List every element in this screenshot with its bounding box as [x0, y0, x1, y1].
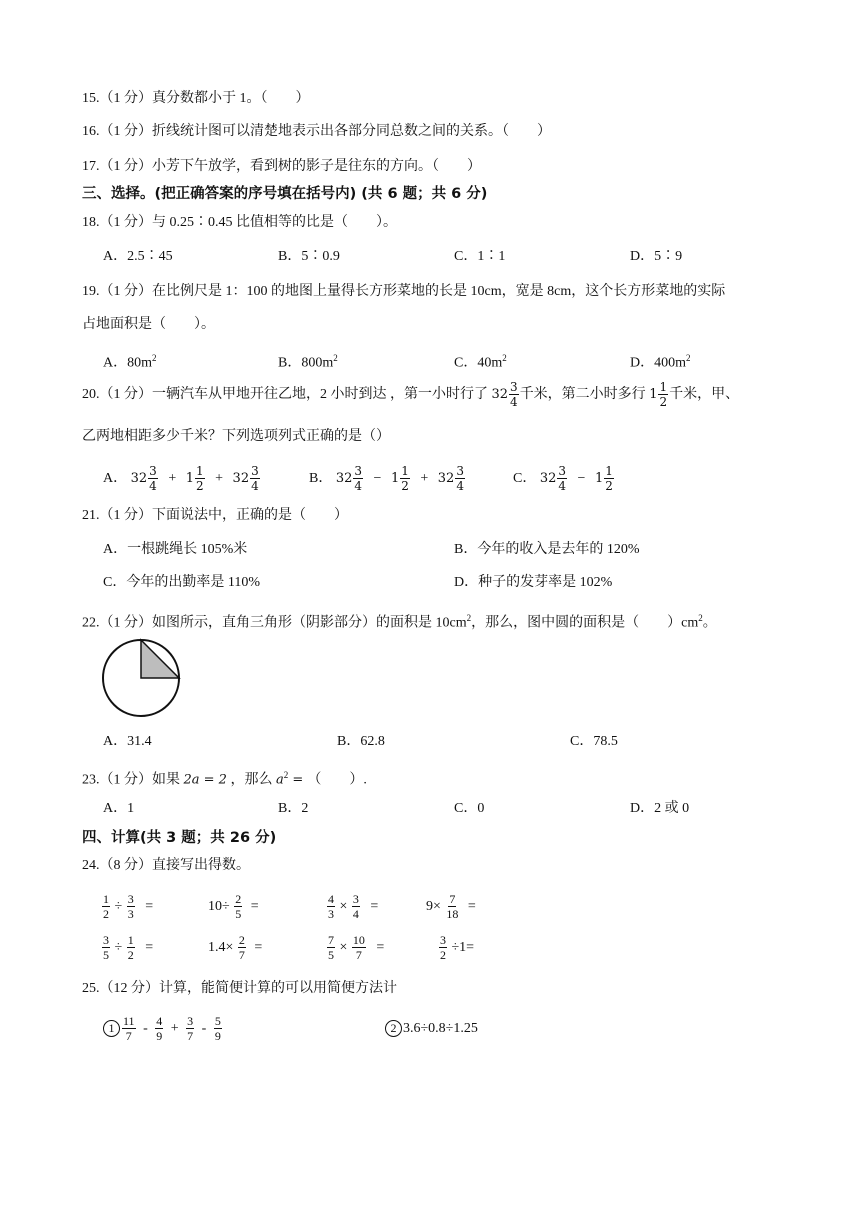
question-19: 19.（1 分）在比例尺是 1：100 的地图上量得长方形菜地的长是 10cm，宽是 8cm，这个长方形菜地的实际 [82, 284, 726, 299]
option-a[interactable]: A．一根跳绳长 105%米 [103, 542, 248, 557]
option-c[interactable]: C．0 [454, 801, 485, 816]
option-d[interactable]: D．2 或 0 [630, 801, 690, 816]
question-20-cont: 乙两地相距多少千米？下列选项列式正确的是（） [82, 429, 390, 444]
option-a[interactable]: A．1 [103, 801, 135, 816]
calc-item: $\frac{4}{3}$ × $\frac{3}{4}$ = [328, 892, 379, 922]
calc-item: 1.4× $\frac{2}{7}$ = [208, 933, 263, 963]
option-d[interactable]: D．5∶9 [630, 249, 683, 264]
option-c[interactable]: C．78.5 [570, 734, 618, 749]
option-d[interactable]: D．$400m^2$ [630, 353, 691, 371]
calc-item: $\frac{1}{2}$ ÷ $\frac{3}{3}$ = [103, 892, 154, 922]
section-3-heading: 三、选择。(把正确答案的序号填在括号内) (共 6 题；共 6 分) [82, 186, 488, 202]
circled-number-1: 1 [103, 1020, 120, 1037]
mixed-number: 32 $\frac{3}{4}$ [491, 380, 518, 409]
option-b[interactable]: B．62.8 [337, 734, 385, 749]
calc-item: 9× $\frac{7}{18}$ = [426, 892, 476, 922]
circle-triangle-figure [100, 637, 184, 721]
option-a[interactable]: A．$80m^2$ [103, 353, 157, 371]
option-a[interactable]: A． 32 $\frac{3}{4}$ + 1 $\frac{1}{2}$ + 32 $\frac{3}{4}$ [103, 464, 259, 493]
option-c[interactable]: C．1∶1 [454, 249, 506, 264]
option-b[interactable]: B． 32 $\frac{3}{4}$ − 1 $\frac{1}{2}$ + 32 $\frac{3}{4}$ [309, 464, 464, 493]
option-b[interactable]: B．$800m^2$ [278, 353, 338, 371]
calc-item: 10÷ $\frac{2}{5}$ = [208, 892, 259, 922]
question-18: 18.（1 分）与 0.25∶0.45 比值相等的比是（ ）。 [82, 215, 397, 230]
calc-item: $\frac{3}{5}$ ÷ $\frac{1}{2}$ = [103, 933, 154, 963]
question-21: 21.（1 分）下面说法中，正确的是（ ） [82, 508, 348, 523]
section-4-heading: 四、计算(共 3 题；共 26 分) [82, 830, 277, 846]
option-c[interactable]: C．$40m^2$ [454, 353, 507, 371]
question-15: 15.（1 分）真分数都小于 1。（ ） [82, 91, 310, 106]
mixed-number: 1 $\frac{1}{2}$ [649, 380, 668, 409]
question-24: 24.（8 分）直接写出得数。 [82, 858, 250, 873]
question-19-cont: 占地面积是（ ）。 [82, 317, 215, 332]
option-c[interactable]: C． 32 $\frac{3}{4}$ − 1 $\frac{1}{2}$ [513, 464, 613, 493]
question-23: 23.（1 分）如果 2a = 2 ，那么 $a^2$ = （ ）. [82, 770, 367, 788]
calc-problem-1: 1 $\frac{11}{7}$ - $\frac{4}{9}$ + $\frac{3}{7}$ - $\frac{5}{9}$ [103, 1012, 223, 1046]
question-25: 25.（12 分）计算，能简便计算的可以用简便方法计 [82, 981, 397, 996]
calc-problem-2: 2 3.6÷0.8÷1.25 [385, 1012, 478, 1046]
question-22: 22.（1 分）如图所示，直角三角形（阴影部分）的面积是 $10cm^2$，那么，图中圆的面积是（ ）$cm^2$。 [82, 613, 717, 631]
option-a[interactable]: A．31.4 [103, 734, 152, 749]
question-20: 20.（1 分）一辆汽车从甲地开往乙地，2 小时到达 ，第一小时行了 32 $\frac{3}{4}$ 千米，第二小时多行 1 $\frac{1}{2}$ 千米，甲、 [82, 380, 740, 409]
option-d[interactable]: D．种子的发芽率是 102% [454, 575, 613, 590]
question-17: 17.（1 分）小芳下午放学，看到树的影子是往东的方向。（ ） [82, 159, 481, 174]
option-b[interactable]: B．2 [278, 801, 309, 816]
option-a[interactable]: A．2.5∶45 [103, 249, 173, 264]
option-b[interactable]: B．今年的收入是去年的 120% [454, 542, 640, 557]
circled-number-2: 2 [385, 1020, 402, 1037]
option-c[interactable]: C．今年的出勤率是 110% [103, 575, 260, 590]
calc-item: $\frac{7}{5}$ × $\frac{10}{7}$ = [328, 933, 385, 963]
question-16: 16.（1 分）折线统计图可以清楚地表示出各部分同总数之间的关系。（ ） [82, 124, 551, 139]
option-b[interactable]: B．5∶0.9 [278, 249, 340, 264]
calc-item: $\frac{3}{2}$ ÷1= [440, 933, 475, 963]
